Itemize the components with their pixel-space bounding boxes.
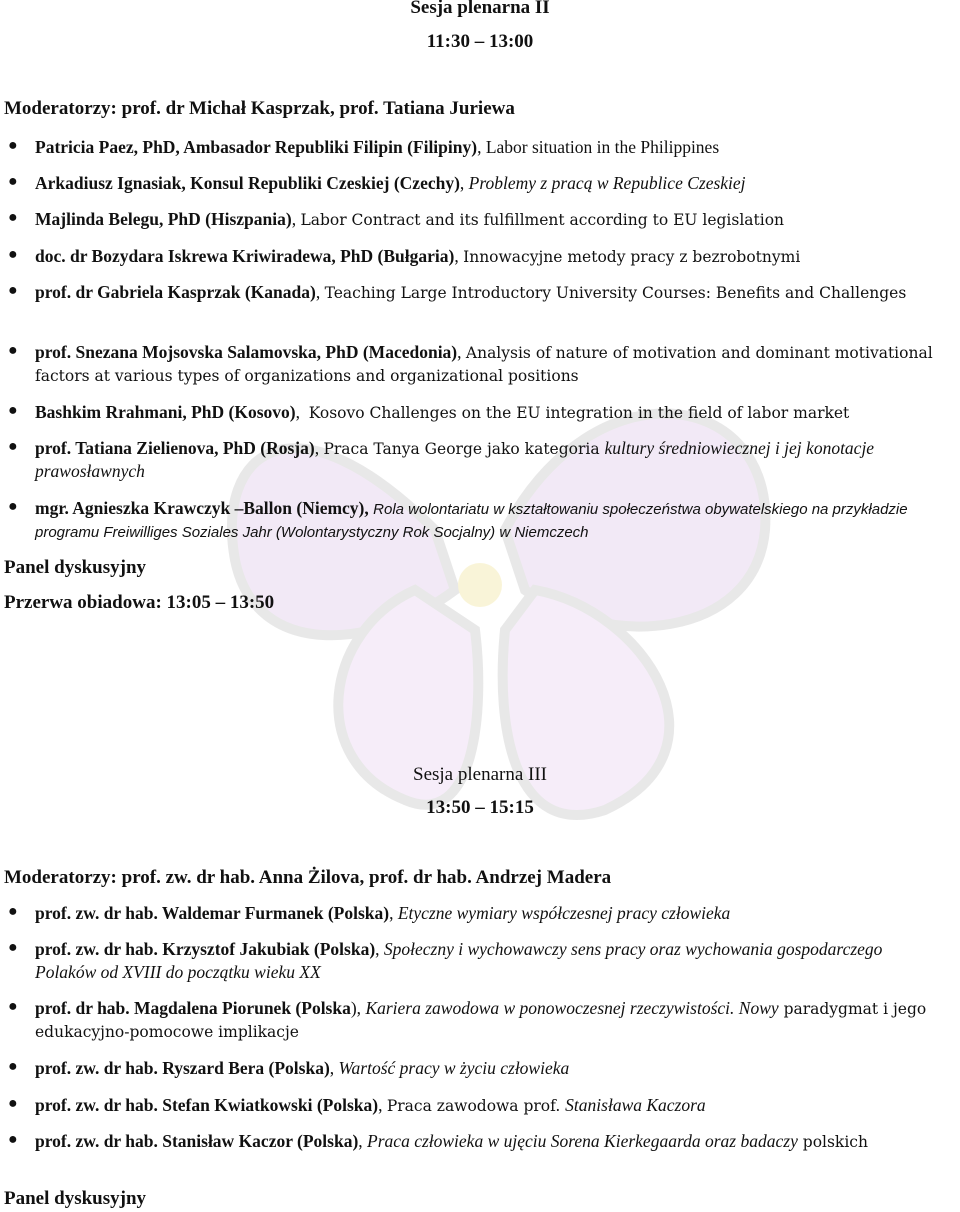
bullet-icon: ● — [8, 998, 18, 1015]
list-item: ● Majlinda Belegu, PhD (Hiszpania), Labor Contract and its fulfillment according to EU legislation — [8, 209, 785, 229]
topic-plain: Praca zawodowa prof. — [386, 1097, 566, 1115]
topic: Etyczne wymiary współczesnej pracy człowieka — [397, 903, 731, 923]
speaker: prof. Tatiana Zielienova, PhD (Rosja) — [35, 438, 315, 458]
bullet-icon: ● — [8, 1095, 18, 1112]
list-item — [8, 497, 960, 543]
bullet-icon: ● — [8, 498, 18, 515]
lunch-break: Przerwa obiadowa: 13:05 – 13:50 — [4, 592, 275, 613]
list-item: ● Bashkim Rrahmani, PhD (Kosovo), Kosovo Challenges on the EU integration in the field of labor market — [8, 402, 850, 422]
bullet-icon: ● — [8, 342, 18, 359]
list-item: ● prof. zw. dr hab. Stanisław Kaczor (Polska), Praca człowieka w ujęciu Sorena Kierkegaarda oraz badaczy polskich — [8, 1131, 868, 1151]
bullet-icon: ● — [8, 209, 18, 226]
bullet-icon: ● — [8, 282, 18, 299]
topic: Innowacyjne metody pracy z bezrobotnymi — [463, 248, 801, 266]
bullet-icon: ● — [8, 1058, 18, 1075]
topic: Analysis of nature of motivation and dominant motivational factors at various types of organizations and organizational positions — [35, 344, 933, 385]
topic: Labor situation in the Philippines — [485, 137, 720, 157]
topic: Kariera zawodowa w ponowoczesnej rzeczywistości. Nowy — [365, 998, 779, 1018]
speaker: prof. zw. dr hab. Stanisław Kaczor (Polska) — [35, 1131, 359, 1151]
topic-plain: paradygmat i jego edukacyjno-pomocowe implikacje — [35, 1000, 927, 1041]
session3-panel: Panel dyskusyjny — [4, 1188, 147, 1209]
speaker: prof. Snezana Mojsovska Salamovska, PhD (Macedonia) — [35, 342, 458, 362]
speaker: prof. dr Gabriela Kasprzak (Kanada) — [35, 282, 316, 302]
bullet-icon: ● — [8, 1131, 18, 1148]
session2-panel: Panel dyskusyjny — [4, 557, 147, 578]
topic: Społeczny i wychowawczy sens pracy oraz wychowania gospodarczego Polaków od XVIII do początku wieku XX — [35, 939, 883, 982]
speaker: mgr. Agnieszka Krawczyk –Ballon (Niemcy), — [35, 498, 369, 518]
speaker: Arkadiusz Ignasiak, Konsul Republiki Czeskiej (Czechy) — [35, 173, 460, 193]
list-item: ● doc. dr Bozydara Iskrewa Kriwiradewa, PhD (Bułgaria), Innowacyjne metody pracy z bezrobotnymi — [8, 246, 801, 266]
topic: Teaching Large Introductory University Courses: Benefits and Challenges — [324, 284, 907, 302]
speaker: Bashkim Rrahmani, PhD (Kosovo) — [35, 402, 296, 422]
list-item: ● prof. Snezana Mojsovska Salamovska, PhD (Macedonia), Analysis of nature of motivation and dominant motivational factors at various types of organizations and organizational positions — [8, 342, 933, 385]
topic: Wartość pracy w życiu człowieka — [338, 1058, 570, 1078]
speaker: doc. dr Bozydara Iskrewa Kriwiradewa, PhD (Bułgaria) — [35, 246, 455, 266]
session3-time: 13:50 – 15:15 — [426, 797, 534, 818]
topic: Labor Contract and its fulfillment according to EU legislation — [300, 211, 785, 229]
session3-moderators: Moderatorzy: prof. zw. dr hab. Anna Żilova, prof. dr hab. Andrzej Madera — [4, 867, 612, 888]
list-item: ● prof. zw. dr hab. Krzysztof Jakubiak (Polska), Społeczny i wychowawczy sens pracy oraz wychowania gospodarczego Polaków od XVIII do początku wieku XX — [8, 939, 883, 982]
bullet-icon: ● — [8, 903, 18, 920]
list-item: ● prof. zw. dr hab. Ryszard Bera (Polska), Wartość pracy w życiu człowieka — [8, 1058, 570, 1078]
session2-moderators: Moderatorzy: prof. dr Michał Kasprzak, prof. Tatiana Juriewa — [4, 98, 515, 119]
list-item: ● prof. zw. dr hab. Waldemar Furmanek (Polska), Etyczne wymiary współczesnej pracy człowieka — [8, 903, 731, 923]
topic-plain: polskich — [797, 1133, 868, 1151]
bullet-icon: ● — [8, 246, 18, 263]
topic: Kosovo Challenges on the EU integration in the field of labor market — [308, 404, 850, 422]
session2-title: Sesja plenarna II — [410, 0, 550, 18]
topic: Rola wolontariatu w kształtowaniu społeczeństwa obywatelskiego na przykładzie programu Freiwilliges Soziales Jahr (Wolontarystyczny Rok Socjalny) w Niemczech — [35, 501, 908, 541]
session2-time: 11:30 – 13:00 — [426, 31, 534, 52]
speaker: prof. zw. dr hab. Stefan Kwiatkowski (Polska) — [35, 1095, 379, 1115]
speaker: Patricia Paez, PhD, Ambasador Republiki Filipin (Filipiny) — [35, 137, 478, 157]
topic-italic: kultury średniowiecznej i jej konotacje prawosławnych — [35, 438, 875, 481]
list-item: ● prof. dr Gabriela Kasprzak (Kanada), Teaching Large Introductory University Courses: Benefits and Challenges — [8, 282, 907, 302]
bullet-icon: ● — [8, 402, 18, 419]
list-item: ● prof. dr hab. Magdalena Piorunek (Polska), Kariera zawodowa w ponowoczesnej rzeczywistości. Nowy paradygmat i jego edukacyjno-pomocowe implikacje — [8, 998, 927, 1041]
bullet-icon: ● — [8, 137, 18, 154]
topic: Problemy z pracą w Republice Czeskiej — [468, 173, 746, 193]
list-item: ● prof. zw. dr hab. Stefan Kwiatkowski (Polska), Praca zawodowa prof. Stanisława Kaczora — [8, 1095, 706, 1115]
session3-title: Sesja plenarna III — [413, 764, 547, 785]
speaker: prof. zw. dr hab. Waldemar Furmanek (Polska) — [35, 903, 390, 923]
list-item: ● Patricia Paez, PhD, Ambasador Republiki Filipin (Filipiny), Labor situation in the Philippines — [8, 137, 720, 157]
speaker: prof. dr hab. Magdalena Piorunek (Polska — [35, 998, 351, 1018]
speaker: prof. zw. dr hab. Krzysztof Jakubiak (Polska) — [35, 939, 376, 959]
speaker: prof. zw. dr hab. Ryszard Bera (Polska) — [35, 1058, 330, 1078]
bullet-icon: ● — [8, 939, 18, 956]
topic: Praca Tanya George jako kategoria — [323, 440, 605, 458]
topic: Praca człowieka w ujęciu Sorena Kierkegaarda oraz badaczy — [367, 1131, 798, 1151]
bullet-icon: ● — [8, 173, 18, 190]
bullet-icon: ● — [8, 438, 18, 455]
list-item: ● Arkadiusz Ignasiak, Konsul Republiki Czeskiej (Czechy), Problemy z pracą w Republice Czeskiej — [8, 173, 746, 193]
speaker: Majlinda Belegu, PhD (Hiszpania) — [35, 209, 292, 229]
topic: Stanisława Kaczora — [565, 1095, 706, 1115]
list-item: ● prof. Tatiana Zielienova, PhD (Rosja), Praca Tanya George jako kategoria kultury średniowiecznej i jej konotacje prawosławnych — [8, 438, 875, 481]
